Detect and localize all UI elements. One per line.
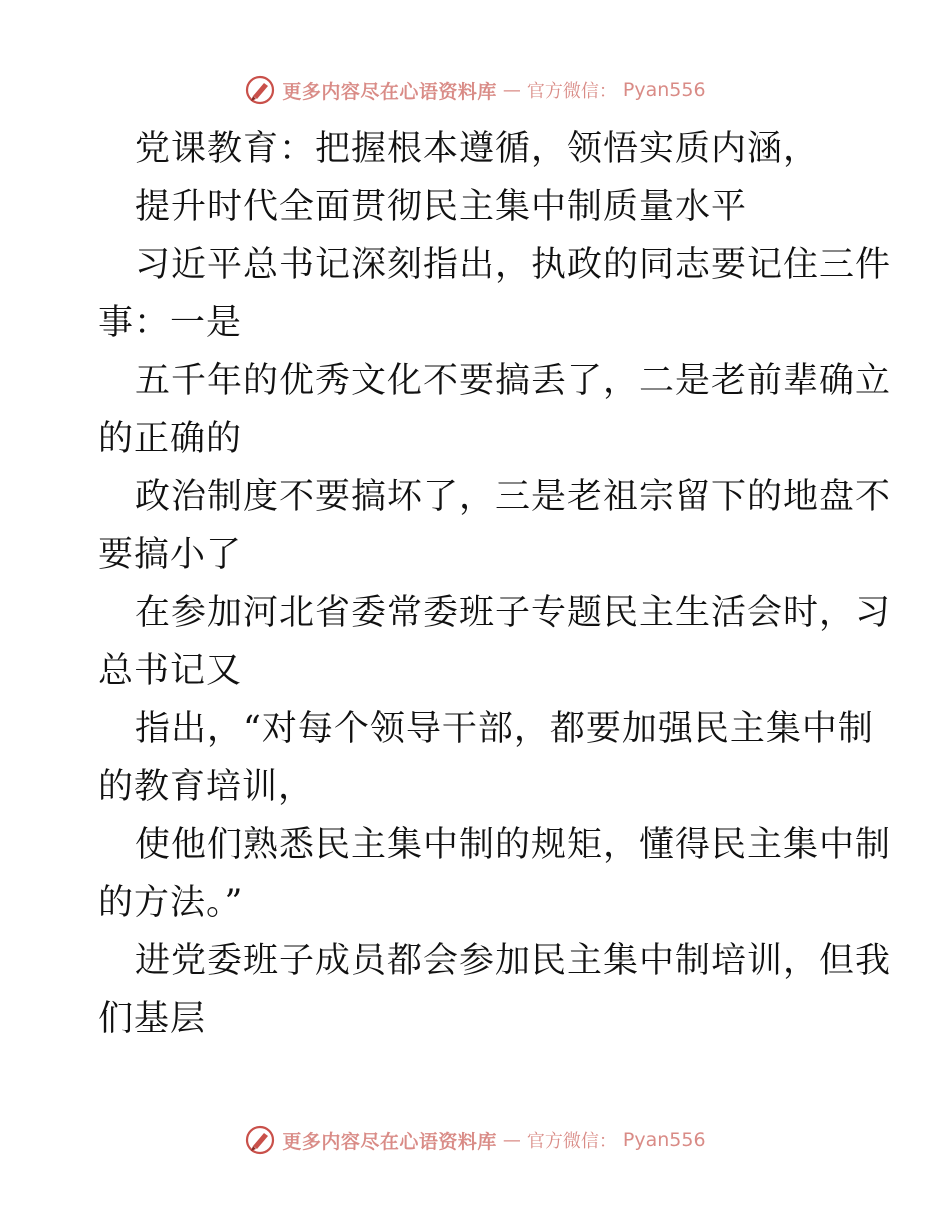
header-watermark [0, 70, 950, 110]
paragraph-line: 习近平总书记深刻指出，执政的同志要记住三件 [135, 245, 892, 285]
footer-watermark [0, 1120, 950, 1160]
paragraph-line: 使他们熟悉民主集中制的规矩，懂得民主集中制 [135, 825, 892, 865]
paragraph-line: 进党委班子成员都会参加民主集中制培训，但我 [135, 941, 892, 981]
pen-logo-icon [244, 1124, 276, 1156]
paragraph-line: 总书记又 [98, 651, 243, 691]
title-line-2: 提升时代全面贯彻民主集中制质量水平 [135, 187, 748, 227]
paragraph-line: 要搞小了 [98, 535, 243, 575]
paragraph-line: 的正确的 [98, 419, 243, 459]
paragraph-line: 指出，“对每个领导干部，都要加强民主集中制 [135, 709, 874, 749]
pen-logo-icon [244, 74, 276, 106]
watermark-site-text: 更多内容尽在心语资料库 [282, 1130, 497, 1153]
watermark-site-text: 更多内容尽在心语资料库 [282, 80, 497, 103]
document-body [98, 120, 892, 1048]
paragraph-line: 政治制度不要搞坏了，三是老祖宗留下的地盘不 [135, 477, 892, 517]
paragraph-line: 五千年的优秀文化不要搞丢了，二是老前辈确立 [135, 361, 892, 401]
paragraph-line: 事：一是 [98, 303, 243, 343]
watermark-wechat-id: Pyan556 [622, 79, 706, 101]
watermark-wechat-label: 官方微信： [526, 81, 617, 102]
title-line-1: 党课教育：把握根本遵循，领悟实质内涵， [135, 129, 820, 169]
watermark-separator: — [502, 1129, 521, 1151]
watermark-wechat-label: 官方微信： [526, 1131, 617, 1152]
paragraph-line: 们基层 [98, 999, 207, 1039]
paragraph-line: 的教育培训， [98, 767, 315, 807]
watermark-wechat-id: Pyan556 [622, 1129, 706, 1151]
paragraph-line: 在参加河北省委常委班子专题民主生活会时，习 [135, 593, 892, 633]
paragraph-line: 的方法。” [98, 883, 244, 923]
watermark-separator: — [502, 79, 521, 101]
